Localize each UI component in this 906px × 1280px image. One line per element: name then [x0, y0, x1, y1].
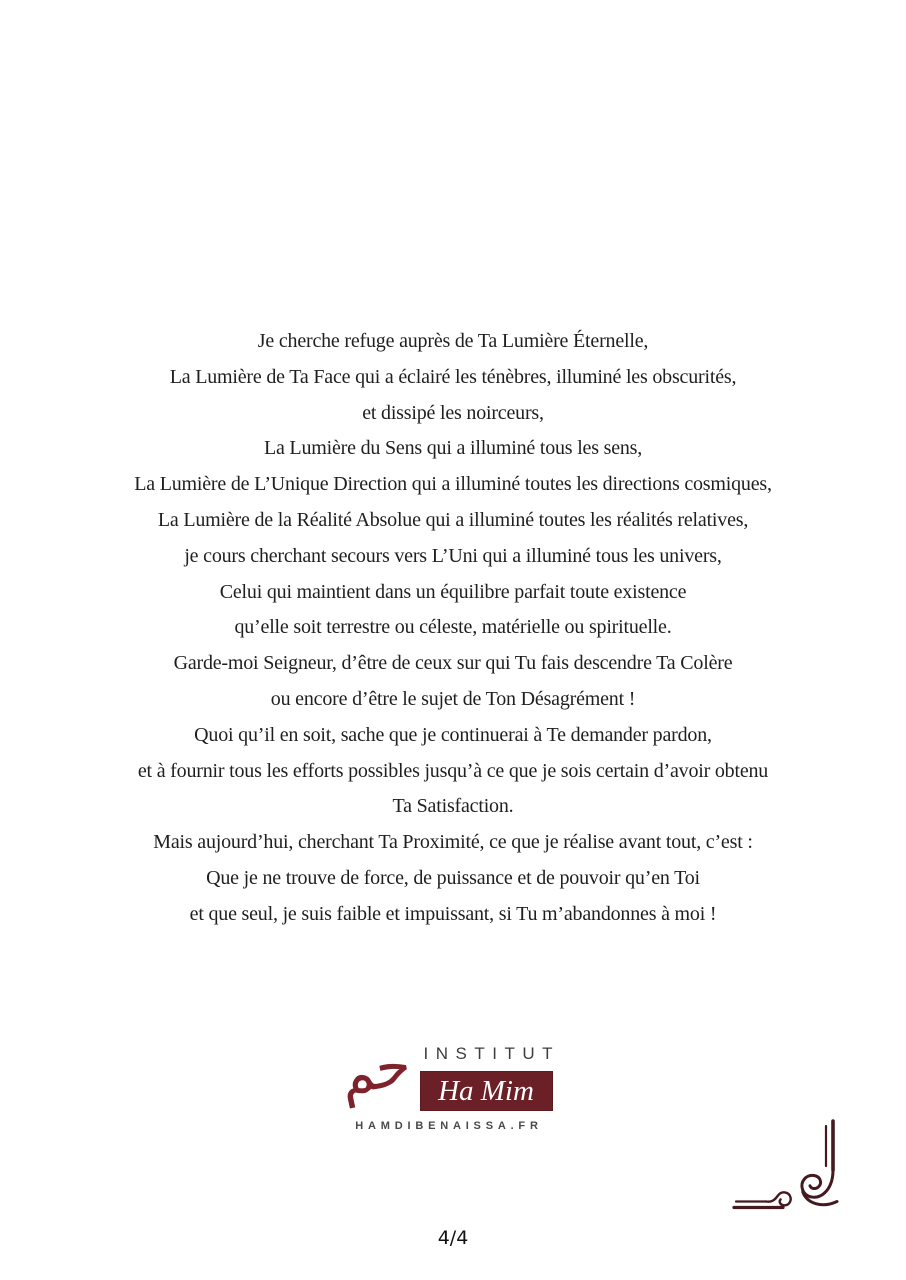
- poem-line: Que je ne trouve de force, de puissance et de pouvoir qu’en Toi: [206, 866, 700, 889]
- poem-line: Celui qui maintient dans un équilibre parfait toute existence: [219, 580, 687, 603]
- institute-name: Ha Mim: [438, 1074, 534, 1107]
- poem-line: La Lumière du Sens qui a illuminé tous les sens,: [263, 437, 643, 460]
- institute-name-box: [420, 1071, 553, 1111]
- poem-line: La Lumière de L’Unique Direction qui a illuminé toutes les directions cosmiques,: [134, 473, 772, 496]
- poem-line: ou encore d’être le sujet de Ton Désagrément !: [270, 687, 636, 710]
- poem-line: qu’elle soit terrestre ou céleste, matérielle ou spirituelle.: [234, 616, 672, 639]
- poem-line: Je cherche refuge auprès de Ta Lumière Éternelle,: [257, 330, 649, 352]
- poem-line: Garde-moi Seigneur, d’être de ceux sur qui Tu fais descendre Ta Colère: [173, 652, 733, 675]
- poem-line: Ta Satisfaction.: [392, 795, 514, 818]
- poem-line: et que seul, je suis faible et impuissant, si Tu m’abandonnes à moi !: [189, 902, 717, 925]
- poem-line: je cours cherchant secours vers L’Uni qui a illuminé tous les univers,: [184, 544, 722, 567]
- institute-label: INSTITUT: [423, 1044, 560, 1063]
- poem-line: La Lumière de la Réalité Absolue qui a illuminé toutes les réalités relatives,: [157, 508, 749, 531]
- prayer-text-block: [0, 324, 906, 933]
- arabic-calligraphy-mark-icon: حم: [332, 1031, 417, 1110]
- website-url: HAMDIBENAISSA.FR: [355, 1120, 543, 1132]
- corner-flourish-ornament-icon: [728, 1116, 848, 1216]
- poem-line: et à fournir tous les efforts possibles jusqu’à ce que je sois certain d’avoir obtenu: [137, 759, 769, 782]
- institute-logo: [332, 1031, 560, 1132]
- poem-line: Quoi qu’il en soit, sache que je continuerai à Te demander pardon,: [194, 723, 712, 746]
- poem-line: Mais aujourd’hui, cherchant Ta Proximité, ce que je réalise avant tout, c’est :: [153, 831, 753, 854]
- page-number: 4/4: [437, 1227, 469, 1249]
- poem-line: et dissipé les noirceurs,: [362, 401, 544, 424]
- poem-line: La Lumière de Ta Face qui a éclairé les ténèbres, illuminé les obscurités,: [169, 365, 737, 388]
